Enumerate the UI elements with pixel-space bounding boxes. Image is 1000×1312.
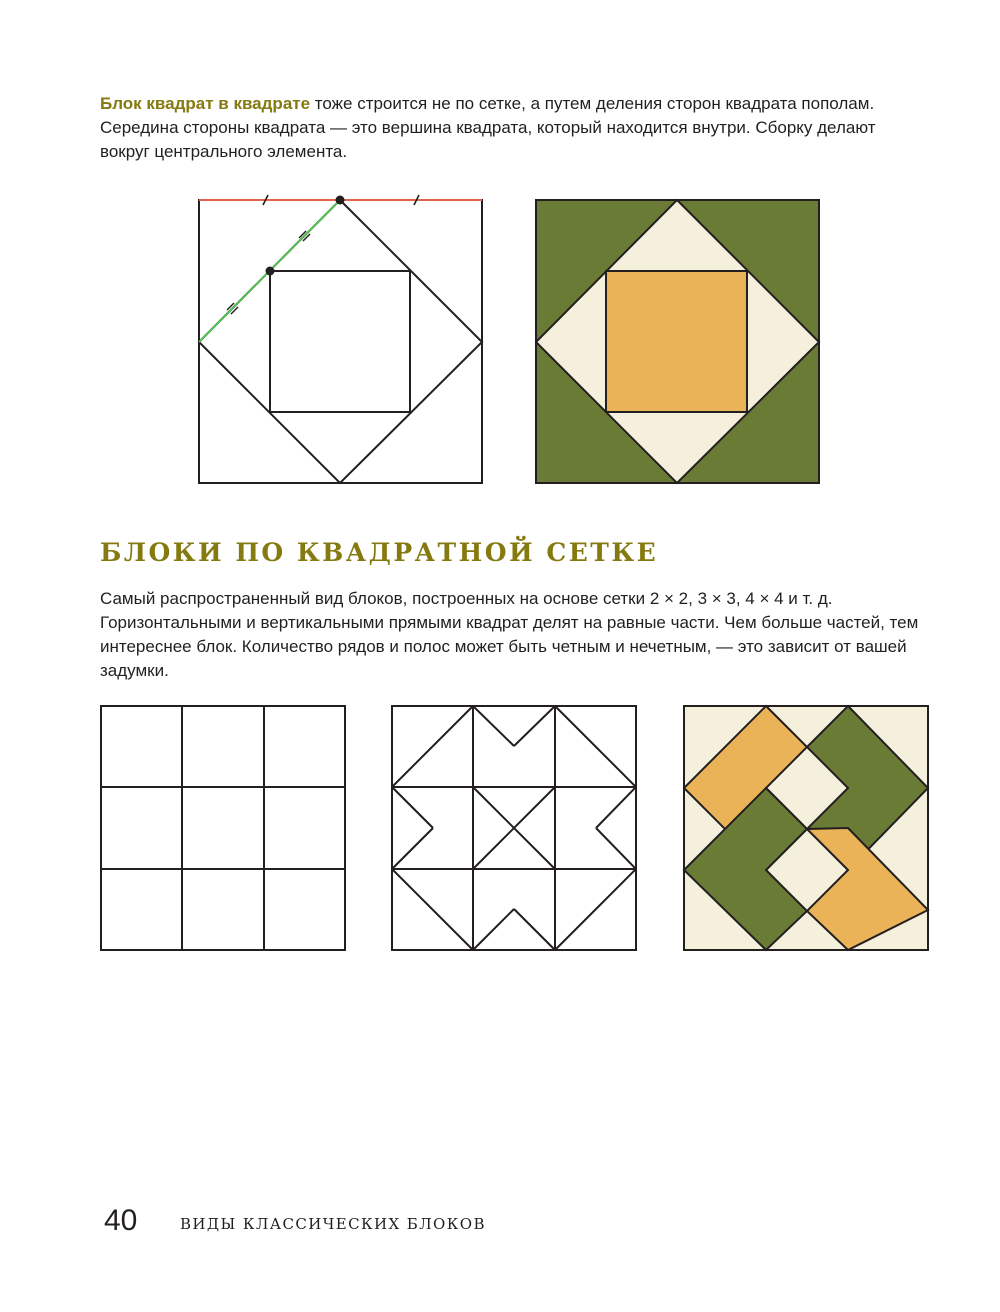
chapter-title: ВИДЫ КЛАССИЧЕСКИХ БЛОКОВ bbox=[180, 1215, 486, 1233]
square-in-square-colored-block bbox=[533, 198, 821, 486]
square-in-square-diagram bbox=[196, 194, 486, 486]
intro-highlight: Блок квадрат в квадрате bbox=[100, 94, 311, 113]
triangle-grid bbox=[389, 703, 639, 953]
section-paragraph: Самый распространенный вид блоков, построенных на основе сетки 2 × 2, 3 × 3, 4 × 4 и т. д. Горизонтальными и вертикальными прямыми квадрат делят на равные части. Чем больше частей, тем интереснее блок. Количество рядов и полос может быть четным и нечетным, — это зависит от вашей задумки. bbox=[100, 589, 919, 680]
intro-paragraph bbox=[100, 92, 920, 164]
section-heading: БЛОКИ ПО КВАДРАТНОЙ СЕТКЕ bbox=[100, 538, 659, 567]
intro-text: тоже строится не по сетке, а путем деления сторон квадрата пополам. Середина стороны квадрата — это вершина квадрата, который находится внутри. Сборку делают вокруг центрального элемента. bbox=[100, 94, 876, 161]
grid-3x3 bbox=[98, 703, 348, 953]
interlocking-block bbox=[681, 703, 931, 953]
page-number: 40 bbox=[104, 1204, 138, 1237]
